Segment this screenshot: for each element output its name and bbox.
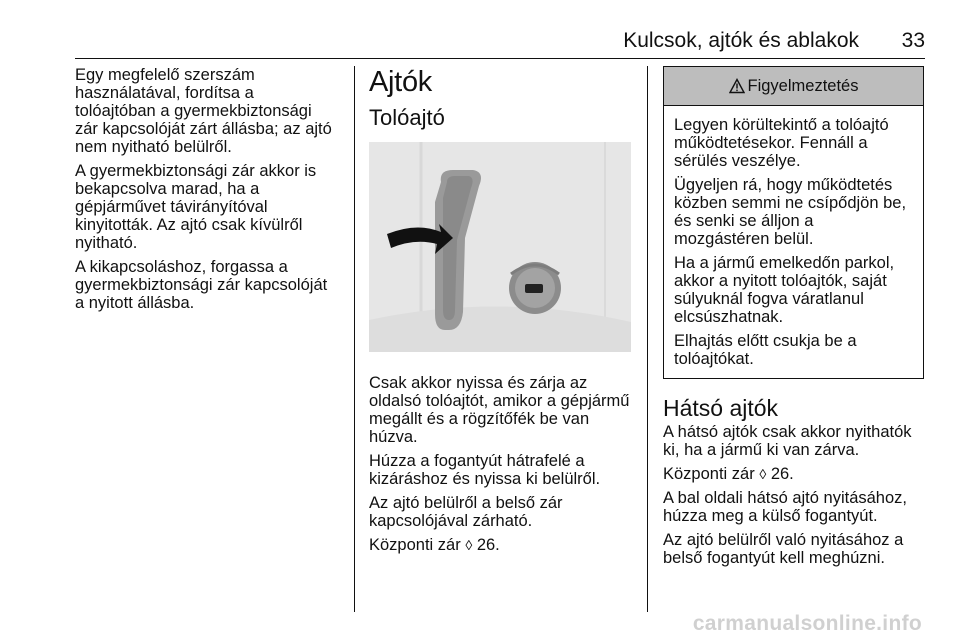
section-title: Ajtók [369,66,432,98]
cross-reference[interactable] [663,465,925,483]
header-rule [75,58,925,59]
paragraph: Elhajtás előtt csukja be a tolóajtókat. [674,332,857,368]
warning-box [663,66,924,379]
paragraph: A hátsó ajtók csak akkor nyithatók ki, ha a jármű ki van zárva. [663,423,912,459]
subsection-title: Tolóajtó [369,105,445,130]
paragraph: A kikapcsoláshoz, forgassa a gyermekbiztonsági zár kapcsolóját a nyitott állásba. [75,258,328,312]
column-divider [354,66,355,612]
paragraph: Húzza a fogantyút hátrafelé a kizáráshoz és nyissa ki belülről. [369,452,601,488]
paragraph: Ügyeljen rá, hogy működtetés közben semmi ne csípődjön be, és senki se álljon a mozgástéren belül. [674,176,907,248]
warning-body [664,106,923,378]
column-2 [369,66,635,560]
warning-triangle-icon [729,78,745,94]
crossref-text: Központi zár [663,465,755,483]
crossref-icon: ◊ [759,466,767,482]
cross-reference[interactable] [369,536,635,554]
paragraph: Ha a jármű emelkedőn parkol, akkor a nyitott tolóajtók, saját súlyuknál fogva váratlanul elcsúszhatnak. [674,254,895,326]
warning-title: Figyelmeztetés [747,77,859,95]
warning-header [664,67,923,106]
paragraph: Legyen körültekintő a tolóajtó működtetésekor. Fennáll a sérülés veszélye. [674,116,889,170]
crossref-page: 26. [770,465,794,483]
crossref-page: 26. [476,536,500,554]
crossref-text: Központi zár [369,536,461,554]
paragraph: Csak akkor nyissa és zárja az oldalsó tolóajtót, amikor a gépjármű megállt és a rögzítőfék be van húzva. [369,374,630,446]
watermark: carmanualsonline.info [692,612,922,635]
column-3 [663,66,925,573]
paragraph: A bal oldali hátsó ajtó nyitásához, húzza meg a külső fogantyút. [663,489,907,525]
column-1 [75,66,337,318]
page-header [75,28,925,56]
sliding-door-handle-illustration [369,142,631,352]
column-divider [647,66,648,612]
chapter-title: Kulcsok, ajtók és ablakok [623,29,859,52]
subsection-title: Hátsó ajtók [663,395,779,421]
paragraph: A gyermekbiztonsági zár akkor is bekapcsolva marad, ha a gépjárművet távirányítóval kinyitották. Az ajtó csak kívülről nyitható. [75,162,317,252]
paragraph: Az ajtó belülről való nyitásához a belső fogantyút kell meghúzni. [663,531,904,567]
page-number: 33 [901,29,925,52]
paragraph: Az ajtó belülről a belső zár kapcsolójával zárható. [369,494,563,530]
paragraph: Egy megfelelő szerszám használatával, fordítsa a tolóajtóban a gyermekbiztonsági zár kapcsolóját zárt állásba; az ajtó nem nyitható belülről. [75,66,332,156]
crossref-icon: ◊ [465,537,473,553]
